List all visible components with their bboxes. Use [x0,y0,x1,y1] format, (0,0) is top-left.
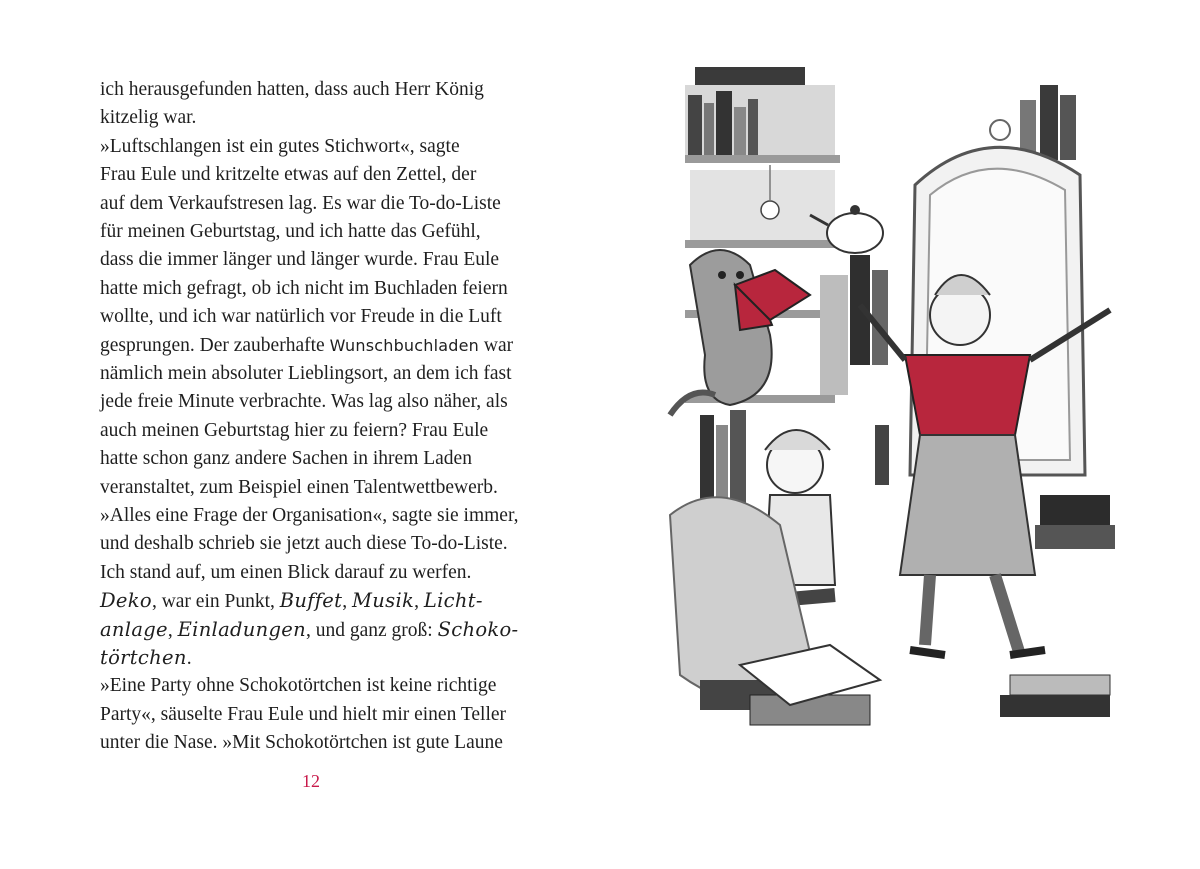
text-line [100,672,496,700]
text-segment: gesprungen. Der zauberhafte [100,334,330,356]
script-word: Schoko- [437,617,519,641]
text-line [100,133,460,161]
text-segment: für meinen Geburtstag, und ich hatte das Gefühl, [100,221,481,242]
text-segment: , und ganz groß: [306,619,438,641]
text-line [100,417,488,445]
text-segment: , [342,591,353,613]
text-line [100,190,501,218]
text-segment: kitzelig war. [100,107,197,129]
text-line [100,275,508,303]
text-segment: unter die Nase. »Mit Schokotörtchen ist gute Laune [100,732,503,754]
text-line [100,360,512,388]
text-segment: dass die immer länger und länger wurde. Frau Eule [100,249,500,271]
text-segment: , [167,619,178,641]
bookshop-illustration [660,55,1130,755]
text-segment: ich herausgefunden hatten, dass auch Herr König [100,79,484,100]
handwritten-word: Wunschbuchladen [329,335,479,355]
text-line [100,104,196,132]
text-line [100,218,481,246]
text-segment: , [414,591,424,613]
text-line [100,644,192,673]
text-segment: war [479,334,514,356]
text-segment: wollte, und ich war natürlich vor Freude in die Luft [100,306,502,328]
script-word: anlage [100,617,168,641]
text-segment: »Eine Party ohne Schokotörtchen ist keine richtige [100,675,497,697]
text-line [100,701,506,729]
cat-icon [670,250,772,415]
text-line [100,161,476,189]
text-segment: . [186,648,192,669]
text-line [100,332,513,360]
script-word: Buffet [279,589,343,613]
script-word: Einladungen [177,617,306,641]
text-segment: »Alles eine Frage der Organisation«, sagte sie immer, [100,505,519,526]
text-segment: jede freie Minute verbrachte. Was lag also näher, als [100,391,508,413]
text-line [100,445,472,473]
text-line [100,76,484,104]
text-segment: hatte mich gefragt, ob ich nicht im Buchladen feiern [100,277,508,299]
text-segment: und deshalb schrieb sie jetzt auch diese To-do-Liste. [100,533,508,555]
text-segment: , war ein Punkt, [151,591,280,613]
text-line [100,530,508,558]
script-word: törtchen [100,646,187,669]
text-line [100,474,498,502]
script-word: Licht- [423,589,483,613]
text-segment: auf dem Verkaufstresen lag. Es war die To-do-Liste [100,192,501,214]
text-segment: Frau Eule und kritzelte etwas auf den Zettel, der [100,164,477,186]
text-segment: nämlich mein absoluter Lieblingsort, an dem ich fast [100,363,512,384]
text-segment: Party«, säuselte Frau Eule und hielt mir einen Teller [100,703,507,725]
text-line [100,587,483,616]
script-word: Deko [100,589,152,613]
text-segment: Ich stand auf, um einen Blick darauf zu werfen. [100,561,472,583]
text-line [100,246,499,274]
text-line [100,559,471,587]
text-line [100,502,519,530]
text-segment: veranstaltet, zum Beispiel einen Talentwettbewerb. [100,476,498,498]
text-line [100,729,503,757]
text-line [100,303,502,331]
text-segment: auch meinen Geburtstag hier zu feiern? Frau Eule [100,419,489,441]
page-number: 12 [302,771,320,791]
text-segment: hatte schon ganz andere Sachen in ihrem Laden [100,448,472,470]
text-line [100,616,518,645]
text-segment: »Luftschlangen ist ein gutes Stichwort«, sagte [100,135,460,157]
script-word: Musik [352,589,415,613]
text-line [100,388,508,416]
